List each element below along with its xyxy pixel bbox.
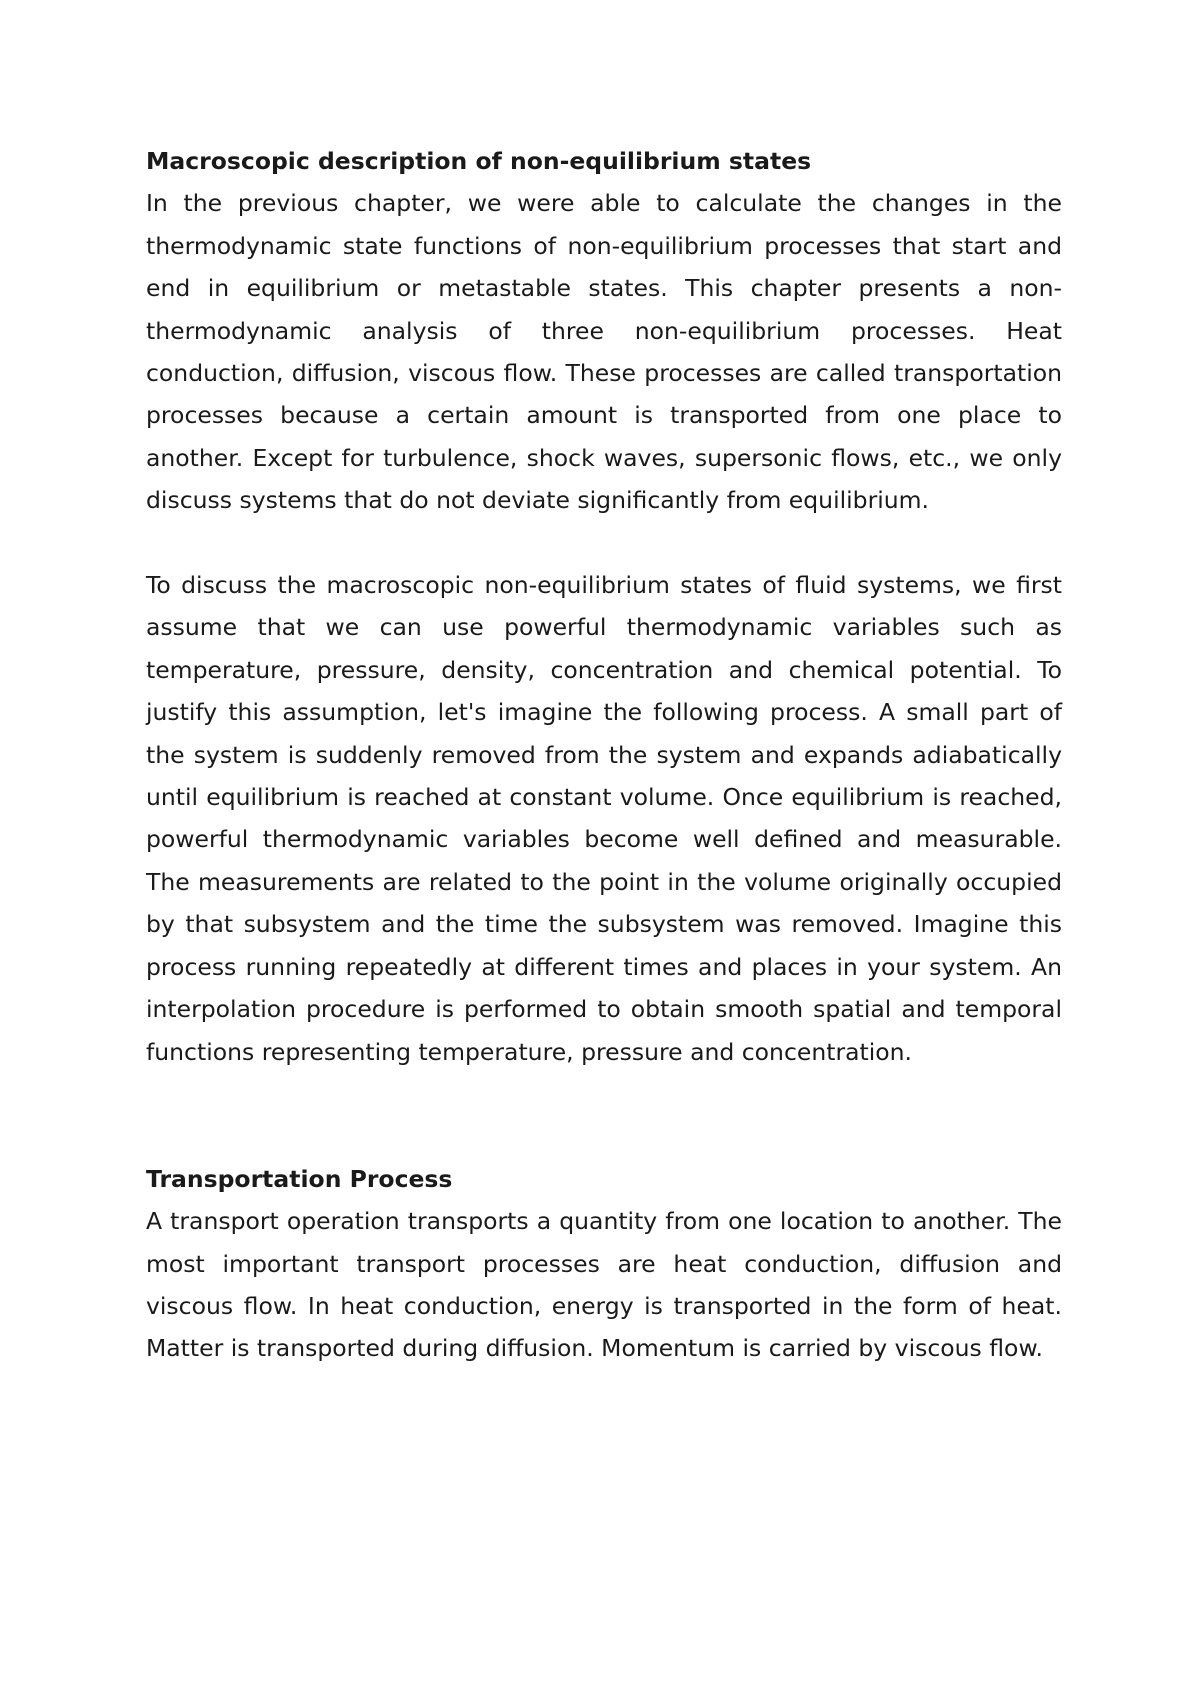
paragraph-intro: In the previous chapter, we were able to calculate the changes in the thermodynamic state functions of non-equilibrium processes that start and end in equilibrium or metastable states. This chapter presents a non-thermodynamic analysis of three non-equilibrium processes. Heat conduction, diffusion, viscous flow. These processes are called transportation processes because a certain amount is transported from one place to another. Except for turbulence, shock waves, supersonic flows, etc., we only discuss systems that do not deviate significantly from equilibrium. [146, 189, 1062, 515]
section-heading-macroscopic: Macroscopic description of non-equilibrium states [146, 147, 812, 175]
document-body [146, 140, 1062, 1370]
paragraph-transport: A transport operation transports a quantity from one location to another. The most important transport processes are heat conduction, diffusion and viscous flow. In heat conduction, energy is transported in the form of heat. Matter is transported during diffusion. Momentum is carried by viscous flow. [146, 1207, 1062, 1363]
section-spacer [146, 1073, 1062, 1158]
paragraph-assumption: To discuss the macroscopic non-equilibrium states of fluid systems, we first assume that we can use powerful thermodynamic variables such as temperature, pressure, density, concentration and chemical potential. To justify this assumption, let's imagine the following process. A small part of the system is suddenly removed from the system and expands adiabatically until equilibrium is reached at constant volume. Once equilibrium is reached, powerful thermodynamic variables become well defined and measurable. The measurements are related to the point in the volume originally occupied by that subsystem and the time the subsystem was removed. Imagine this process running repeatedly at different times and places in your system. An interpolation procedure is performed to obtain smooth spatial and temporal functions representing temperature, pressure and concentration. [146, 571, 1062, 1066]
paragraph-spacer [146, 522, 1062, 564]
section-heading-transportation: Transportation Process [146, 1164, 453, 1193]
